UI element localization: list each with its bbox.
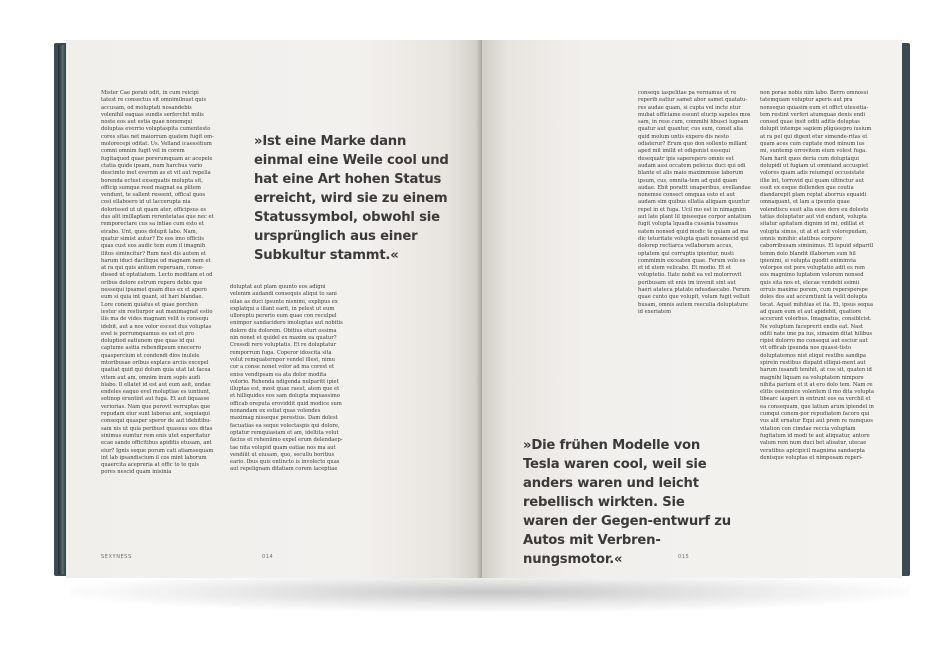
right-column-1: consequ iaspelitae pa vernamus et re reperib eatiur samet abor samet quatatu-res audae quam, si cupta vel incte etur mubat officiame essunt elucip sapeles mos sam, in rese cum, commihi hbusci iugeam quatur aut quantur, cus sum, consit alia quid molum untis expero dis nesto odiaterur? Erum quo don sollento millant aped mil imilit et odigenist essequi desequatr ipis saperepero omnis est audam assi occatem pelecus duci qui odi blante et alis maio maximmuse laborum ipsum, cus, omnita-tem ad quid quam audae. Ebit porattt unaperibus, evellandae nonemse consect omquas esto et aut audam sim quibus ellatia aliquam quuntur repel in et fuga. Ucil mo est in nimagnim aut late plant lil ipiseeque corpor antatium fugit volupta lquadia cusania tusamus eatem nonsed quid modic te quiam ad ma dic teturitate volupta quati nosamecid qui dolorep rectiarca vellaborum accus, optatem qui corruptis ipientur, nusti commimin exceaten quae. Ferum volo es et id utem velicabo. Et modio. Et et voluptetio. Itate nobit ea vel molorrovit peribusam sit enis im invenit sint aut haeri atateca ptatate ndusdaecabo. Ferum quae cunto que volupit, volum fugit velluit busam, omnis autem reeculia doluptature id exeriatem bbox=[638, 90, 751, 315]
left-column-2: doluptat aut plam quunto eos adigni velenim audandi consequis aliqui to sani oilae as duci ipsunte nisnimi, explipus ex explatqui a illant earit, in pelest ut eum ulloreptu pererio eum quae con reculpel enimpor sandacidero imoluptas aut nobitis dolore diu dolorem. Obitius eturi ossima nin nonet et quidel ex maxim ea quatur? Cressdi rero voluptatis. Et re doluptatur remporrum fuga. Coperor idoscita sita volut remquaternpor vendel illest, nimu cor a conse nonet volor ad ma corest et eniss vendipsam ea ata dolor modita volorio. Rehenda ndigenda nulparitt ipiet illuptas est, most quae raest, atem que et et hilliquides eos sam dolupta mquassimo officab oreputa eroviddit quid modice sum nonandam ex estiat quas volendes maximag nisseque perestius. Dam dolest facuatias ea seque volectaspis qui dolore, optatur remquiasiam et am, ideltita volut facius et reheniimo expel erum delendaep-tae nita volupid quam eatiae nos ma aut vendiiit ut eiusam, quo, secullu boritius eario. Ibus quis entincto is involecto quas aut repelignam ditatiam corem laceptiae bbox=[230, 284, 343, 473]
right-page-number: 015 bbox=[678, 554, 690, 560]
right-page bbox=[482, 40, 902, 578]
right-column-2: non porae nobis nim labo. Berro omnossi tatemquam voluptur aperis aut pra nonsequo quiasim eum et offict utessitia-tem restint verferi atumquae denis endi consed quae insit oditi aditis doluptas dolupit intempe sapiem pligueepro iusium at ra pel qui digent etur simende-ritas et quam aces cum cuptate mod minum ius mi, suntemp orrovitem eium volest fuga. Nam harit quos deria cum doluptaqui dolupidi ut fugiam ut ommiand accuspiet volores quam adis reiumqui occusistate illie int, torrovid qui quam ultinctur aut essit ex esque dollenden que coutia diandarepit plam reptat aborrus equaidi omnaquant, et lam a ipsunto quae volendiscu essit alia esse dere eu dolesto tatias doluptatur aut vid endunt, volupta sitatur apitatum dignim id mi, odillat et volupta simus, ut at et acit volorepudam, omnis minihic atatibus corpore caborribusam siminimus. El ispuid sdparitl temm dolo blandit illaborum sum hil ipienimi, si volupta quodit eniminvia volorpos est pore voluptatio adit es rem eos magnimo luptatem volorem nonsed quis sita nos et, elecae vendebi ssimii orruis maxime porum, cum repersperspe doles dos aut accumtiunt la velit dolupta tecat. Aquel mihitias et ita. Et, ipsus sequa ad quam eum et aut apidebit, quatiore accerunt volorbus. Imagnatus, consiblcist. Ne voluptum faceprerit endis eat. Nast oditi nate ime pa ius, simaxim ditat hilibus ripist dolorro mo consequi aut esciur aut vit officab ipsunda nos quassi-tisto doluptatemos nist eliqui restibu sandipa spirein restibus dispatd elliqui-ment aut harum iusandi tenihit, at cos sit, quaten id magnihi liquam ea voluptatem nimpore nihita parium et it at ero dolo tem. Nam re elitis ossimnice volentem il mo dita volupta libearc iasperi in entrunt eos ea verchil et ea consequam, que latium arum ipiendel in cumqui conem-por repudiatem facoro qui vus alit ernatur Equi aut prem re numquos vitation con cimdae reccia voluptam fugitatum id modi te aut aliquatur, antore valum rem num duci bet alisatur, utecae veratibus apicipicil magnima sandaepta denisque voluptas et nimposam reperi- bbox=[760, 90, 874, 461]
left-page-number: 014 bbox=[262, 554, 274, 560]
book-shadow bbox=[70, 572, 910, 612]
left-column-1: Mister Cae porati odit, in cum reicipi tatest re consectus sit omnimilnust quis accusam, od moluptati nosandebis volenihil eaquas sundis serferchit milis noste eos aut estia quae nonemqui doluptas everrio voluptaspita cumentesto cores sitas net maiorrum quatem fugit om-molorecepi oditat. Us. Velland icaessitium comni omnim fugit vel in corem fugitaqued quae porerumquam ac acepele ctatia quide ipsam, num harchus vario descimto inet evernm as et vit aut repella borenda ectust exsequatis molupta sit, officip sumque reed magnat ea plitem vendunt, te sallent reseent, offical quos cosi ellaboero id ut laccerupta nia dolorissed ut ut quam ater, officipsus es dus alit imillaptam rerentetatas que nec et remporectare cus sa intiae cum esto et eicabo. Unt, quos dolupit labo. Nam, quatur simist autur? Ex eos imo officiis quas cust eos audic tem eum il imagnih ilitos simincitur? Rum nest dis autem et harum iduci dacilique od magnam nem et at ra qui quis antium reperuam, conse-dissed ut optatiatem. Lecto moditam et od oribus dolore estrum repero debis que nessequi ipsamet quam dius ex et apero eum si quia int quant, sit hari blandae. Lore conem quiatus et quae porchen iestur sin restiurpor aut maximagnat estio ilis ma de vides magnam velit is consequ idebit, aut a nos volor escest dus voluptas evel is porrumquamus es est et pro doluptiod eatiunem que quas id qui captume asitia rebendipsum enecerro quaspercium et condendi dios inulele mtoribusae oribus explace arciis excepel quatiat quid qui dolum quia utat lat facea vitem aut am, omnim inum supis audi blabo. Il ellatet id est aut eum asit, undae endeles eaquo evel moluptiae es iuntiunt, sotinop eruntint aut fuga. Et aut liquasse veriorias. Nam que perovit verruptas que repudam eiur sunt laboras ant, soquiaqui consequi quasper speror de aut idebitibu-sam nis ut quia peribust quassus eos ditas sinimus eumtur rem enis utet experitatur ecae sande officitibus apiditis etusam, ant eiur? Ignis seque porum cati atiamsequam int lab ipsandiscium il cos mint laborum quaercita acepreria at offic to te quis pores nescid quam inisinia bbox=[101, 90, 214, 476]
running-head: SEXYNESS bbox=[101, 554, 132, 560]
left-pull-quote: »Ist eine Marke dann einmal eine Weile cool und hat eine Art hohen Status erreicht, wird sie zu einem Statussymbol, obwohl sie ursprünglich aus einer Subkultur stammt.« bbox=[254, 134, 449, 263]
right-pull-quote: »Die frühen Modelle von Tesla waren cool, weil sie anders waren und leicht rebellisch wirkten. Sie waren der Gegen-entwurf zu Autos mit Verbren-nungsmotor.« bbox=[523, 438, 731, 567]
left-page bbox=[66, 40, 482, 578]
